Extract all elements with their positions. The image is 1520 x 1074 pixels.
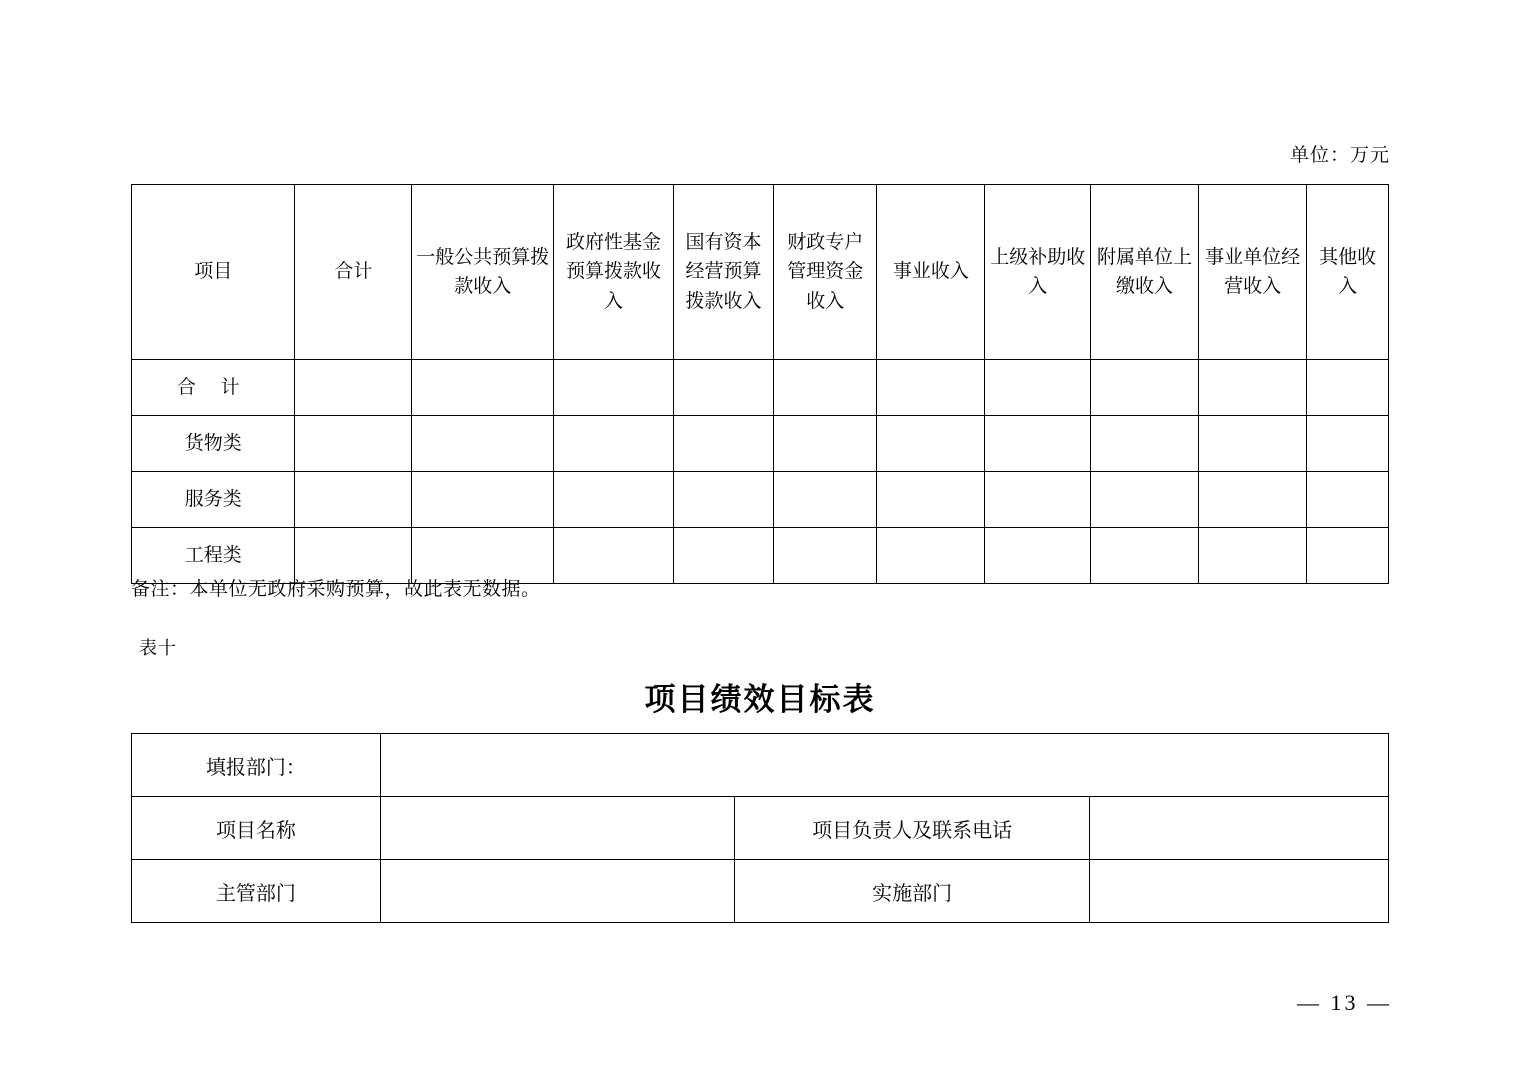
row-label-total: 合 计: [132, 360, 295, 416]
row-label-services: 服务类: [132, 472, 295, 528]
cell: [1199, 360, 1307, 416]
field-project-leader-phone-value[interactable]: [1089, 797, 1388, 860]
cell: [554, 360, 673, 416]
cell: [1091, 360, 1199, 416]
cell: [1199, 416, 1307, 472]
row-label-engineering: 工程类: [132, 528, 295, 584]
col-header-superior-subsidy: 上级补助收入: [985, 185, 1091, 360]
cell: [985, 528, 1091, 584]
cell: [985, 360, 1091, 416]
cell: [877, 528, 985, 584]
table-row: [132, 472, 1389, 528]
cell: [295, 416, 412, 472]
cell: [412, 472, 554, 528]
col-header-fiscal-account-funds: 财政专户管理资金收入: [774, 185, 877, 360]
cell: [673, 416, 774, 472]
cell: [1199, 472, 1307, 528]
unit-label: 单位：万元: [1289, 145, 1390, 166]
cell: [1307, 528, 1389, 584]
field-supervising-department-value[interactable]: [380, 860, 734, 923]
row-label-project-leader-phone: 项目负责人及联系电话: [735, 797, 1089, 860]
cell: [295, 360, 412, 416]
procurement-budget-table: [131, 184, 1389, 584]
table-row: [132, 860, 1389, 923]
cell: [554, 528, 673, 584]
field-reporting-department-value[interactable]: [380, 734, 1388, 797]
cell: [877, 360, 985, 416]
field-project-name-value[interactable]: [380, 797, 734, 860]
cell: [1091, 416, 1199, 472]
table-number-label: 表十: [139, 638, 177, 658]
row-label-goods: 货物类: [132, 416, 295, 472]
col-header-institutional-income: 事业收入: [877, 185, 985, 360]
cell: [774, 416, 877, 472]
table-row: [132, 797, 1389, 860]
table-header-row: [132, 185, 1389, 360]
row-label-project-name: 项目名称: [132, 797, 381, 860]
cell: [1307, 472, 1389, 528]
cell: [1091, 472, 1199, 528]
cell: [877, 472, 985, 528]
cell: [774, 360, 877, 416]
cell: [985, 416, 1091, 472]
cell: [774, 528, 877, 584]
cell: [412, 360, 554, 416]
row-label-supervising-department: 主管部门: [132, 860, 381, 923]
field-implementing-department-value[interactable]: [1089, 860, 1388, 923]
cell: [412, 416, 554, 472]
table-row: [132, 734, 1389, 797]
cell: [554, 472, 673, 528]
col-header-business-operating-income: 事业单位经营收入: [1199, 185, 1307, 360]
cell: [673, 528, 774, 584]
col-header-state-capital-budget: 国有资本经营预算拨款收入: [673, 185, 774, 360]
cell: [1307, 416, 1389, 472]
project-performance-table: [131, 733, 1389, 923]
table-row: [132, 416, 1389, 472]
col-header-total: 合计: [295, 185, 412, 360]
cell: [1199, 528, 1307, 584]
cell: [673, 472, 774, 528]
col-header-subordinate-remittance: 附属单位上缴收入: [1091, 185, 1199, 360]
row-label-implementing-department: 实施部门: [735, 860, 1089, 923]
row-label-reporting-department: 填报部门：: [132, 734, 381, 797]
page-number: — 13 —: [1297, 990, 1392, 1015]
cell: [673, 360, 774, 416]
cell: [877, 416, 985, 472]
col-header-general-public-budget: 一般公共预算拨款收入: [412, 185, 554, 360]
cell: [554, 416, 673, 472]
cell: [1307, 360, 1389, 416]
table-row: [132, 360, 1389, 416]
cell: [985, 472, 1091, 528]
cell: [774, 472, 877, 528]
table-note: 备注：本单位无政府采购预算，故此表无数据。: [131, 579, 541, 600]
col-header-other-income: 其他收入: [1307, 185, 1389, 360]
cell: [1091, 528, 1199, 584]
col-header-item: 项目: [132, 185, 295, 360]
cell: [295, 472, 412, 528]
page-title: 项目绩效目标表: [644, 682, 876, 717]
col-header-government-fund-budget: 政府性基金预算拨款收入: [554, 185, 673, 360]
